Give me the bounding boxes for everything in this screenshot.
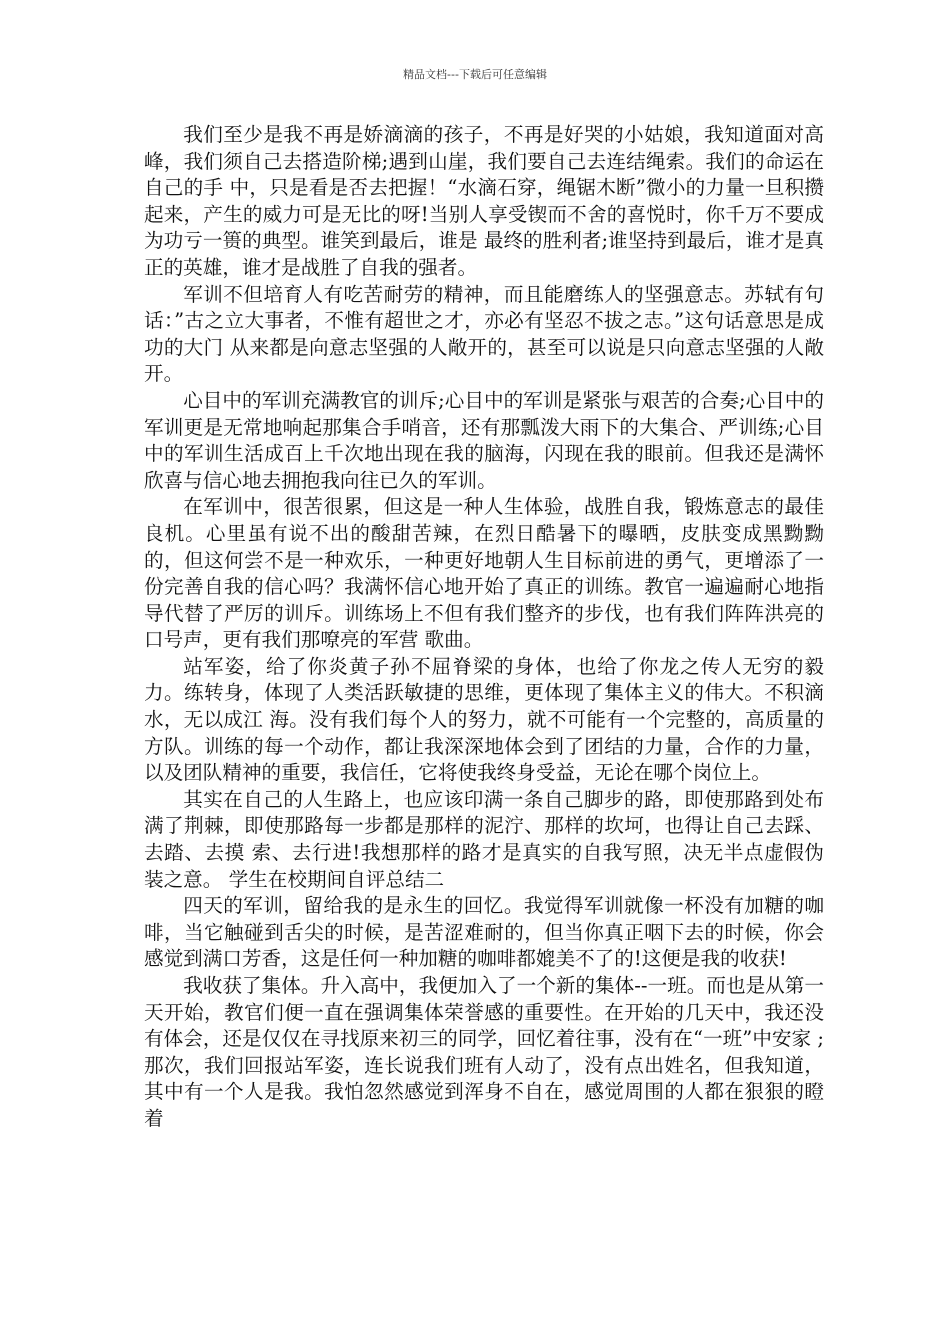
- document-body: [144, 122, 824, 1133]
- paragraph: 军训不但培育人有吃苦耐劳的精神，而且能磨练人的坚强意志。苏轼有句话：”古之立大事者，不惟有超世之才，亦必有坚忍不拔之志。”这句话意思是成功的大门 从来都是向意志坚强的人敞开的，甚至可以说是只向意志坚强的人敞开。: [144, 282, 824, 386]
- paragraph: 心目中的军训充满教官的训斥;心目中的军训是紧张与艰苦的合奏;心目中的军训更是无常地响起那集合手哨音，还有那瓢泼大雨下的大集合、严训练;心目中的军训生活成百上千次地出现在我的脑海，闪现在我的眼前。但我还是满怀欣喜与信心地去拥抱我向往已久的军训。: [144, 388, 824, 492]
- paragraph: 四天的军训，留给我的是永生的回忆。我觉得军训就像一杯没有加糖的咖啡，当它触碰到舌尖的时候，是苦涩难耐的，但当你真正咽下去的时候，你会感觉到满口芳香，这是任何一种加糖的咖啡都媲美不了的!这便是我的收获!: [144, 894, 824, 971]
- page-header: 精品文档---下载后可任意编辑: [403, 68, 547, 81]
- paragraph: 其实在自己的人生路上，也应该印满一条自己脚步的路，即使那路到处布满了荆棘，即使那路每一步都是那样的泥泞、那样的坎坷，也得让自己去踩、去踏、去摸 索、去行进!我想那样的路才是真实的自我写照，决无半点虚假伪装之意。 学生在校期间自评总结二: [144, 787, 824, 891]
- paragraph: 我收获了集体。升入高中，我便加入了一个新的集体--一班。而也是从第一天开始，教官们便一直在强调集体荣誉感的重要性。在开始的几天中，我还没有体会，还是仅仅在寻找原来初三的同学，回忆着往事，没有在“一班”中安家 ;那次，我们回报站军姿，连长说我们班有人动了，没有点出姓名，但我知道，其中有一个人是我。我怕忽然感觉到浑身不自在，感觉周围的人都在狠狠的瞪着: [144, 974, 824, 1130]
- paragraph: 我们至少是我不再是娇滴滴的孩子，不再是好哭的小姑娘，我知道面对高峰，我们须自己去搭造阶梯;遇到山崖，我们要自己去连结绳索。我们的命运在自己的手 中，只是看是否去把握！“水滴石穿，绳锯木断”微小的力量一旦积攒起来，产生的威力可是无比的呀!当别人享受锲而不舍的喜悦时，你千万不要成为功亏一篑的典型。谁笑到最后，谁是 最终的胜利者;谁坚持到最后，谁才是真正的英雄，谁才是战胜了自我的强者。: [144, 123, 824, 279]
- paragraph: 在军训中，很苦很累，但这是一种人生体验，战胜自我，锻炼意志的最佳良机。心里虽有说不出的酸甜苦辣，在烈日酷暑下的曝晒，皮肤变成黑黝黝的，但这何尝不是一种欢乐，一种更好地朝人生目标前进的勇气，更增添了一份完善自我的信心吗？我满怀信心地开始了真正的训练。教官一遍遍耐心地指导代替了严厉的训斥。训练场上不但有我们整齐的步伐，也有我们阵阵洪亮的口号声，更有我们那嘹亮的军营 歌曲。: [144, 495, 824, 652]
- paragraph: 站军姿，给了你炎黄子孙不屈脊梁的身体，也给了你龙之传人无穷的毅力。练转身，体现了人类活跃敏捷的思维，更体现了集体主义的伟大。不积滴水，无以成江 海。没有我们每个人的努力，就不可能有一个完整的，高质量的方队。训练的每一个动作，都让我深深地体会到了团结的力量，合作的力量，以及团队精神的重要，我信任，它将使我终身受益，无论在哪个岗位上。: [144, 654, 824, 785]
